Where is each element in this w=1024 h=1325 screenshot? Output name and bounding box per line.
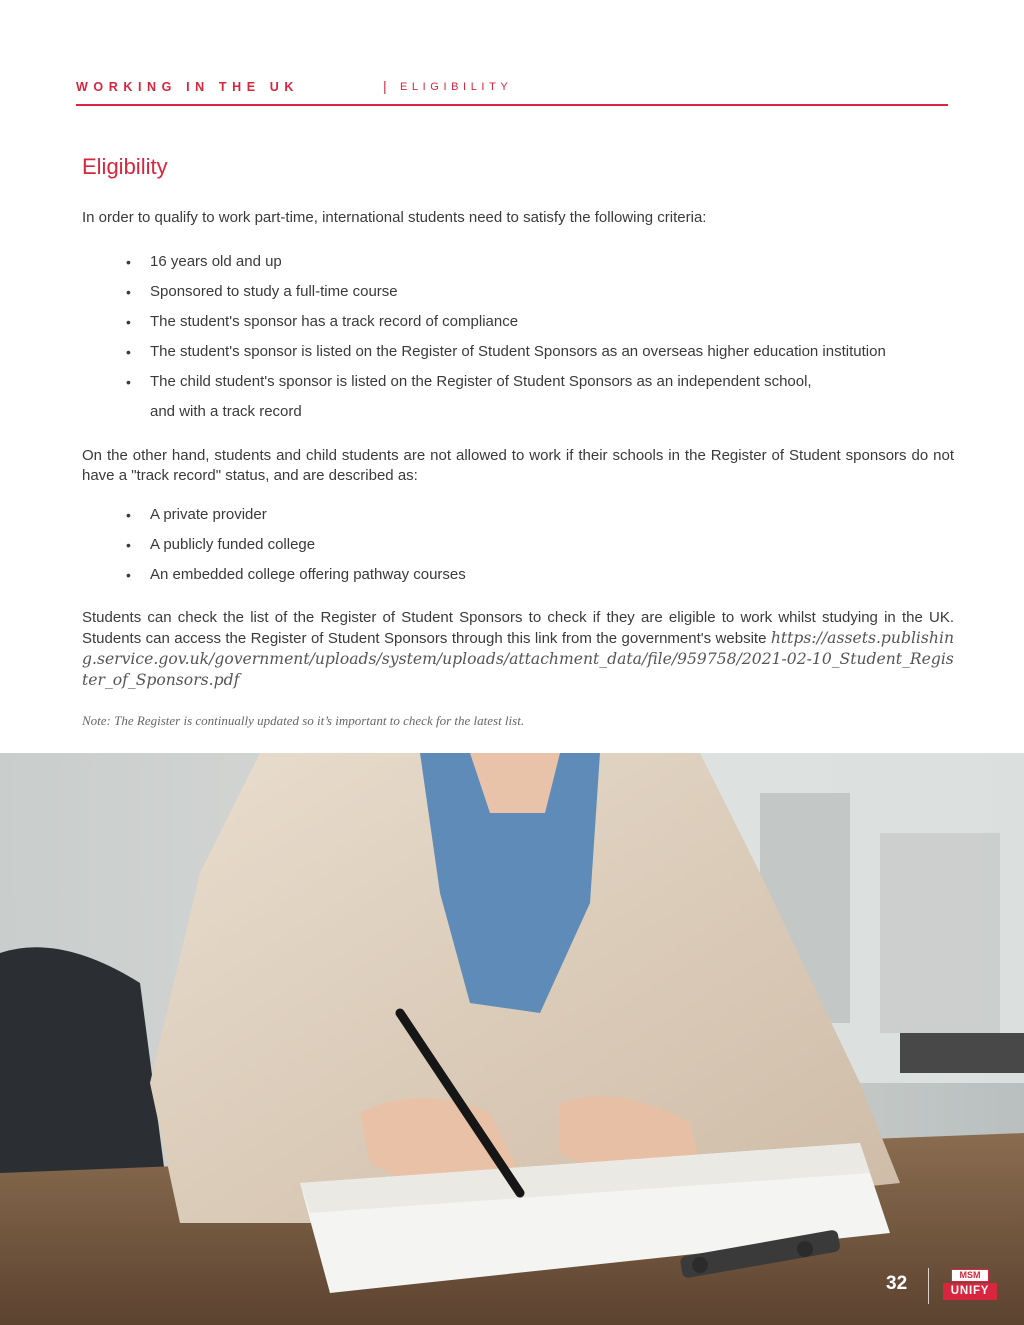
page-title: Eligibility (82, 154, 168, 179)
list-item: • The child student's sponsor is listed on the Register of Student Sponsors as an independent school, (124, 367, 974, 397)
restriction-list (124, 500, 974, 590)
register-link[interactable]: https://assets.publishing.service.gov.uk/government/uploads/system/uploads/attachment_data/file/959758/2021-02-10_Student_Register_of_Sponsors.pdf (82, 629, 954, 689)
list-item: • 16 years old and up (124, 247, 974, 277)
criteria-list (124, 247, 974, 427)
header-separator: | (383, 78, 387, 94)
msm-unify-logo (943, 1269, 997, 1302)
bullet-icon: • (126, 374, 131, 390)
list-item: • A private provider (124, 500, 974, 530)
logo-top-text: MSM (951, 1269, 989, 1282)
footer-divider (928, 1268, 929, 1304)
note-text: Note: The Register is continually updated so it’s important to check for the latest list. (82, 713, 525, 728)
list-item: • The student's sponsor has a track record of compliance (124, 307, 974, 337)
bullet-icon: • (126, 537, 131, 553)
subsection-label: ELIGIBILITY (400, 81, 513, 93)
restriction-paragraph: On the other hand, students and child students are not allowed to work if their schools in the Register of Student sponsors do not have a "track record" status, and are described as: (82, 447, 954, 484)
list-item: • A publicly funded college (124, 530, 974, 560)
intro-paragraph: In order to qualify to work part-time, international students need to satisfy the following criteria: (82, 209, 707, 226)
photo-woman-signing-document (0, 753, 1024, 1325)
list-item-continuation: and with a track record (150, 403, 302, 420)
logo-bottom-text: UNIFY (943, 1283, 997, 1300)
section-label: WORKING IN THE UK (76, 80, 299, 94)
page-number: 32 (886, 1273, 908, 1294)
list-item: • The student's sponsor is listed on the Register of Student Sponsors as an overseas higher education institution (124, 337, 974, 367)
header-divider (76, 104, 948, 106)
photo-illustration (0, 753, 1024, 1325)
bullet-icon: • (126, 507, 131, 523)
list-item: • Sponsored to study a full-time course (124, 277, 974, 307)
list-item: • An embedded college offering pathway courses (124, 560, 974, 590)
bullet-icon: • (126, 567, 131, 583)
check-paragraph: Students can check the list of the Register of Student Sponsors to check if they are eligible to work whilst studying in the UK. Students can access the Register of Student Sponsors through this link from the government's website https://assets.publishing.service.gov.uk/government/uploads/system/uploads/attachment_data/file/959758/2021-02-10_Student_Register_of_Sponsors.pdf (82, 609, 954, 689)
bullet-icon: • (126, 284, 131, 300)
bullet-icon: • (126, 254, 131, 270)
bullet-icon: • (126, 344, 131, 360)
bullet-icon: • (126, 314, 131, 330)
